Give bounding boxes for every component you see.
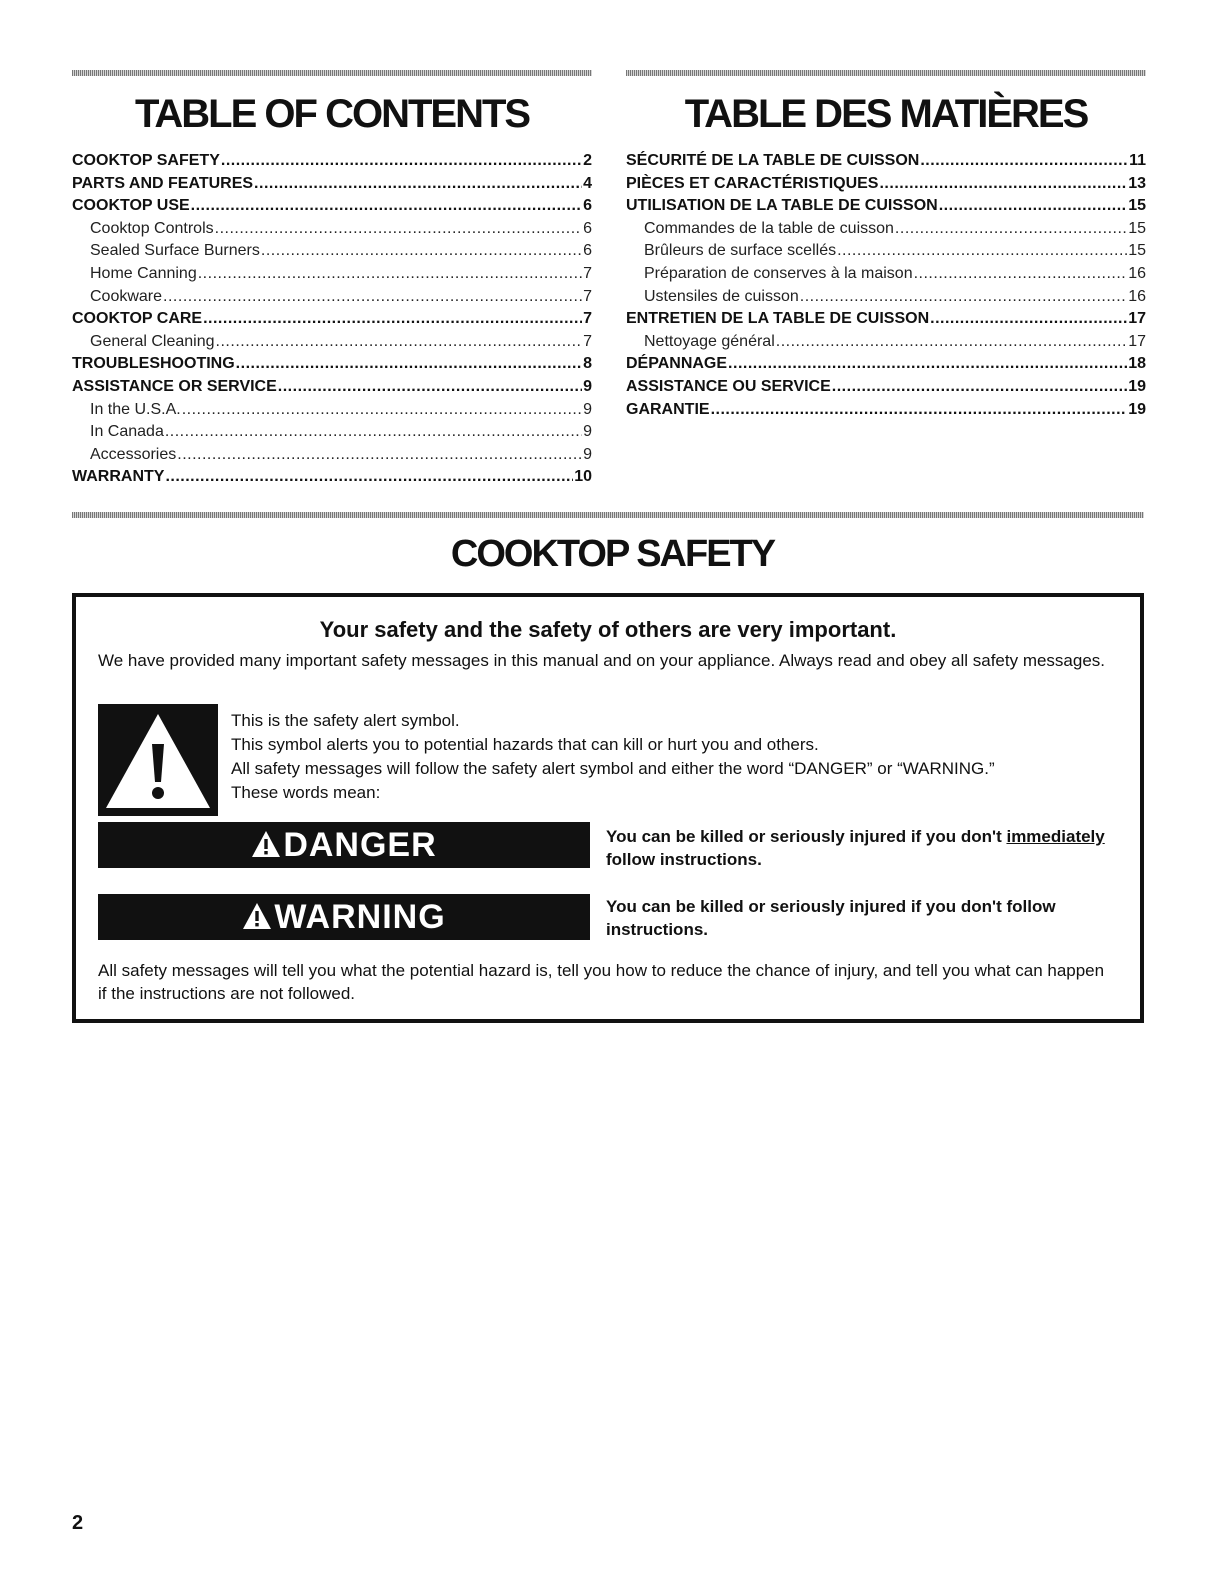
- toc-page: 15: [1128, 219, 1146, 237]
- toc-label: Accessories: [90, 445, 177, 463]
- dot-leader: [165, 423, 582, 441]
- toc-page: 7: [583, 332, 592, 350]
- toc-entry: [626, 288, 1146, 311]
- toc-page: 16: [1128, 287, 1146, 305]
- toc-entry: [72, 401, 592, 424]
- section-divider: [72, 70, 592, 76]
- toc-page: 7: [583, 310, 592, 328]
- toc-page: 9: [583, 445, 592, 463]
- dot-leader: [914, 265, 1128, 283]
- toc-page: 8: [583, 355, 592, 373]
- toc-entry: [72, 378, 592, 401]
- warning-signal-bar: [98, 894, 590, 940]
- toc-entry: [626, 220, 1146, 243]
- dot-leader: [191, 197, 582, 215]
- dot-leader: [728, 355, 1127, 373]
- toc-page: 6: [583, 219, 592, 237]
- toc-label: Nettoyage général: [644, 332, 775, 350]
- toc-page: 15: [1128, 242, 1146, 260]
- toc-page: 16: [1128, 264, 1146, 282]
- toc-label: GARANTIE: [626, 400, 710, 418]
- toc-page: 2: [583, 152, 592, 169]
- dot-leader: [182, 401, 582, 419]
- toc-list: [72, 152, 592, 491]
- toc-label: WARRANTY: [72, 468, 165, 486]
- toc-label: COOKTOP USE: [72, 197, 190, 215]
- dot-leader: [930, 310, 1127, 328]
- toc-entry: [72, 220, 592, 243]
- dot-leader: [163, 288, 582, 306]
- toc-page: 17: [1128, 332, 1146, 350]
- danger-text-part: follow instructions.: [606, 850, 762, 869]
- toc-label: Home Canning: [90, 264, 197, 282]
- toc-entry: [626, 265, 1146, 288]
- safety-alert-icon: [98, 704, 218, 816]
- toc-french: [626, 70, 1146, 423]
- danger-description: [606, 825, 1126, 871]
- toc-entry: [626, 175, 1146, 198]
- toc-entry: [72, 265, 592, 288]
- toc-entry: [72, 288, 592, 311]
- toc-entry: [72, 310, 592, 333]
- warning-triangle-icon: [251, 830, 281, 858]
- warning-description: You can be killed or seriously injured if you don't follow instructions.: [606, 897, 1056, 939]
- dot-leader: [895, 220, 1127, 238]
- toc-page: 6: [583, 197, 592, 215]
- toc-label: COOKTOP CARE: [72, 310, 203, 328]
- toc-label: ASSISTANCE OR SERVICE: [72, 377, 277, 395]
- toc-label: Cooktop Controls: [90, 219, 214, 237]
- toc-label: Brûleurs de surface scellés: [644, 242, 837, 260]
- toc-label: SÉCURITÉ DE LA TABLE DE CUISSON: [626, 152, 920, 169]
- dot-leader: [920, 152, 1128, 170]
- dot-leader: [203, 310, 582, 328]
- danger-signal-bar: [98, 822, 590, 868]
- toc-list: [626, 152, 1146, 423]
- safety-alert-explanation: [231, 709, 1111, 805]
- dot-leader: [236, 355, 582, 373]
- toc-page: 7: [583, 287, 592, 305]
- toc-page: 19: [1128, 400, 1146, 418]
- section-divider: [72, 512, 1144, 518]
- toc-page: 11: [1129, 152, 1146, 169]
- alert-line: This is the safety alert symbol.: [231, 711, 460, 730]
- safety-outro: All safety messages will tell you what the potential hazard is, tell you how to reduce the chance of injury, and tell you what can happen if the instructions are not followed.: [98, 961, 1105, 1003]
- toc-english: [72, 70, 592, 491]
- dot-leader: [221, 152, 582, 170]
- toc-label: UTILISATION DE LA TABLE DE CUISSON: [626, 197, 938, 215]
- toc-label: ASSISTANCE OU SERVICE: [626, 377, 831, 395]
- page-number: 2: [72, 1512, 84, 1534]
- toc-page: 15: [1128, 197, 1146, 215]
- safety-intro: We have provided many important safety messages in this manual and on your appliance. Always read and obey all safety messages.: [98, 651, 1106, 670]
- toc-label: Cookware: [90, 287, 163, 305]
- alert-line: These words mean:: [231, 783, 381, 802]
- dot-leader: [165, 468, 573, 486]
- toc-label: Commandes de la table de cuisson: [644, 219, 894, 237]
- toc-entry: [72, 197, 592, 220]
- toc-entry: [626, 333, 1146, 356]
- toc-page: 7: [583, 264, 592, 282]
- dot-leader: [216, 333, 583, 351]
- danger-text-part: You can be killed or seriously injured if you don't: [606, 827, 1007, 846]
- toc-entry: [626, 152, 1146, 175]
- toc-label: Préparation de conserves à la maison: [644, 264, 913, 282]
- toc-entry: [626, 401, 1146, 424]
- toc-entry: [626, 378, 1146, 401]
- toc-entry: [72, 468, 592, 491]
- toc-page: 19: [1128, 377, 1146, 395]
- dot-leader: [261, 242, 582, 260]
- dot-leader: [711, 401, 1128, 419]
- safety-headline: Your safety and the safety of others are very important.: [319, 617, 897, 642]
- toc-label: COOKTOP SAFETY: [72, 152, 220, 169]
- toc-page: 9: [583, 400, 592, 418]
- toc-label: In Canada: [90, 423, 164, 441]
- toc-page: 13: [1128, 174, 1146, 192]
- toc-entry: [72, 355, 592, 378]
- toc-entry: [72, 175, 592, 198]
- alert-line: All safety messages will follow the safety alert symbol and either the word “DANGER” or “WARNING.”: [231, 759, 995, 778]
- toc-entry: [72, 446, 592, 469]
- section-divider: [626, 70, 1146, 76]
- danger-signal-word: DANGER: [283, 826, 437, 864]
- dot-leader: [800, 288, 1127, 306]
- warning-triangle-icon: [242, 902, 272, 930]
- toc-page: 4: [583, 174, 592, 192]
- toc-page: 18: [1128, 355, 1146, 373]
- toc-label: In the U.S.A.: [90, 400, 181, 418]
- dot-leader: [832, 378, 1127, 396]
- toc-entry: [72, 423, 592, 446]
- toc-label: PIÈCES ET CARACTÉRISTIQUES: [626, 174, 879, 192]
- dot-leader: [776, 333, 1127, 351]
- toc-entry: [72, 152, 592, 175]
- toc-entry: [626, 310, 1146, 333]
- toc-page: 6: [583, 242, 592, 260]
- toc-page: 9: [583, 377, 592, 395]
- warning-triangle-icon: [98, 704, 218, 816]
- section-title: COOKTOP SAFETY: [450, 533, 775, 575]
- dot-leader: [254, 175, 582, 193]
- dot-leader: [198, 265, 582, 283]
- toc-entry: [72, 242, 592, 265]
- toc-page: 9: [583, 423, 592, 441]
- toc-label: Ustensiles de cuisson: [644, 287, 799, 305]
- toc-page: 17: [1128, 310, 1146, 328]
- dot-leader: [177, 446, 582, 464]
- danger-text-emphasis: immediately: [1006, 827, 1105, 846]
- toc-heading: TABLE DES MATIÈRES: [684, 92, 1088, 136]
- dot-leader: [939, 197, 1128, 215]
- toc-entry: [626, 355, 1146, 378]
- safety-notice-box: [72, 593, 1144, 1023]
- toc-label: Sealed Surface Burners: [90, 242, 260, 260]
- alert-line: This symbol alerts you to potential hazards that can kill or hurt you and others.: [231, 735, 819, 754]
- toc-page: 10: [574, 468, 592, 486]
- dot-leader: [879, 175, 1127, 193]
- toc-entry: [72, 333, 592, 356]
- dot-leader: [278, 378, 582, 396]
- warning-signal-word: WARNING: [274, 898, 446, 936]
- dot-leader: [215, 220, 582, 238]
- toc-label: PARTS AND FEATURES: [72, 174, 254, 192]
- toc-heading: TABLE OF CONTENTS: [134, 92, 530, 136]
- toc-entry: [626, 197, 1146, 220]
- toc-label: DÉPANNAGE: [626, 355, 728, 373]
- dot-leader: [837, 242, 1127, 260]
- toc-label: General Cleaning: [90, 332, 215, 350]
- toc-label: ENTRETIEN DE LA TABLE DE CUISSON: [626, 310, 930, 328]
- toc-label: TROUBLESHOOTING: [72, 355, 235, 373]
- toc-entry: [626, 242, 1146, 265]
